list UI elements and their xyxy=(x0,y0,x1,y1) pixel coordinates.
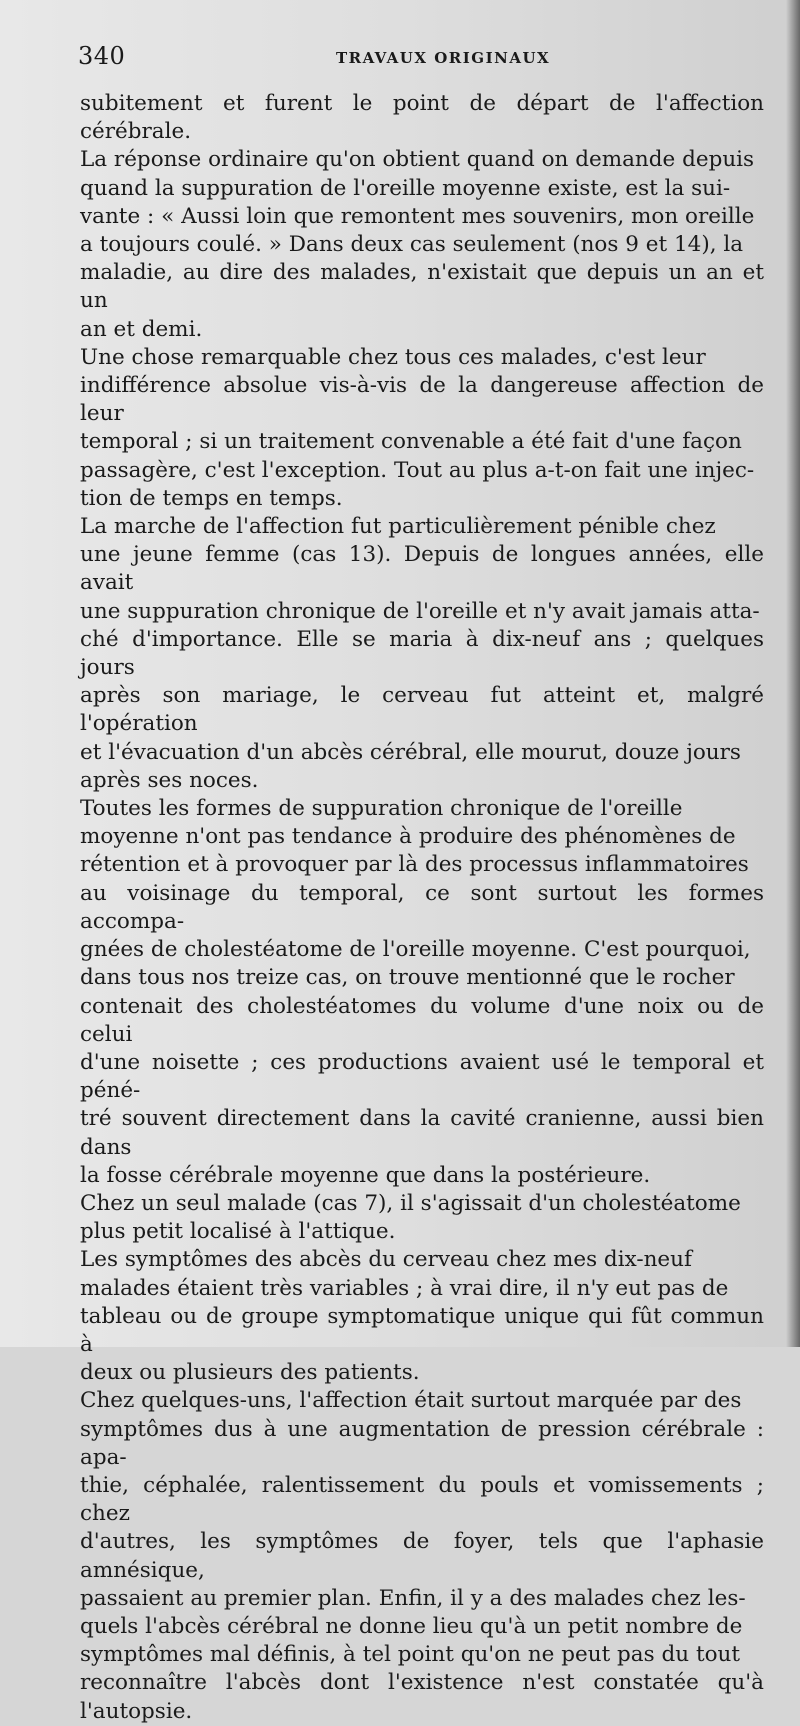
paragraph: subitement et furent le point de départ de l'affection cérébrale. La réponse ordinaire qu'on obtient quand on demande depuis quand la suppuration de l'oreille moyenne existe, est la sui- vante : « Aussi loin que remontent mes souvenirs, mon oreille a toujours coulé. » Dans deux cas seulement (nos 9 et 14), la maladie, au dire des malades, n'existait que depuis un an et un an et demi. xyxy=(80,91,764,342)
page-number: 340 xyxy=(78,42,126,70)
paragraph: Chez quelques-uns, l'affection était surtout marquée par des symptômes dus à une augmentation de pression cérébrale : apa- thie, céphalée, ralentissement du pouls et vomissements ; chez d'autres, les symptômes de foyer, tels que l'aphasie amnésique, passaient au premier plan. Enfin, il y a des malades chez les- quels l'abcès cérébral ne donne lieu qu'à un petit nombre de symptômes mal définis, à tel point qu'on ne peut pas du tout reconnaître l'abcès dont l'existence n'est constatée qu'à l'autopsie. xyxy=(80,1388,764,1724)
page-edge-shadow xyxy=(786,0,800,1347)
paragraph: Chez un seul malade (cas 7), il s'agissait d'un cholestéatome plus petit localisé à l'attique. xyxy=(80,1190,741,1245)
page-header xyxy=(78,42,768,74)
paragraph: Les symptômes des abcès du cerveau chez mes dix-neuf malades étaient très variables ; à vrai dire, il n'y eut pas de tableau ou de groupe symptomatique unique qui fût commun à deux ou plusieurs des patients. xyxy=(80,1247,764,1386)
paragraph: La marche de l'affection fut particulièrement pénible chez une jeune femme (cas 13). Depuis de longues années, elle avait une suppuration chronique de l'oreille et n'y avait jamais atta- ché d'importance. Elle se maria à dix-neuf ans ; quelques jours après son mariage, le cerveau fut atteint et, malgré l'opération et l'évacuation d'un abcès cérébral, elle mourut, douze jours après ses noces. xyxy=(80,514,764,793)
paragraph: Une chose remarquable chez tous ces malades, c'est leur indifférence absolue vis-à-vis de la dangereuse affection de leur temporal ; si un traitement convenable a été fait d'une façon passagère, c'est l'exception. Tout au plus a-t-on fait une injec- tion de temps en temps. xyxy=(80,344,764,511)
paragraph: Toutes les formes de suppuration chronique de l'oreille moyenne n'ont pas tendance à produire des phénomènes de rétention et à provoquer par là des processus inflammatoires au voisinage du temporal, ce sont surtout les formes accompa- gnées de cholestéatome de l'oreille moyenne. C'est pourquoi, dans tous nos treize cas, on trouve mentionné que le rocher contenait des cholestéatomes du volume d'une noix ou de celui d'une noisette ; ces productions avaient usé le temporal et péné- tré souvent directement dans la cavité cranienne, aussi bien dans la fosse cérébrale moyenne que dans la postérieure. xyxy=(80,796,764,1188)
running-head: TRAVAUX ORIGINAUX xyxy=(336,49,551,67)
body-text xyxy=(80,90,764,1726)
